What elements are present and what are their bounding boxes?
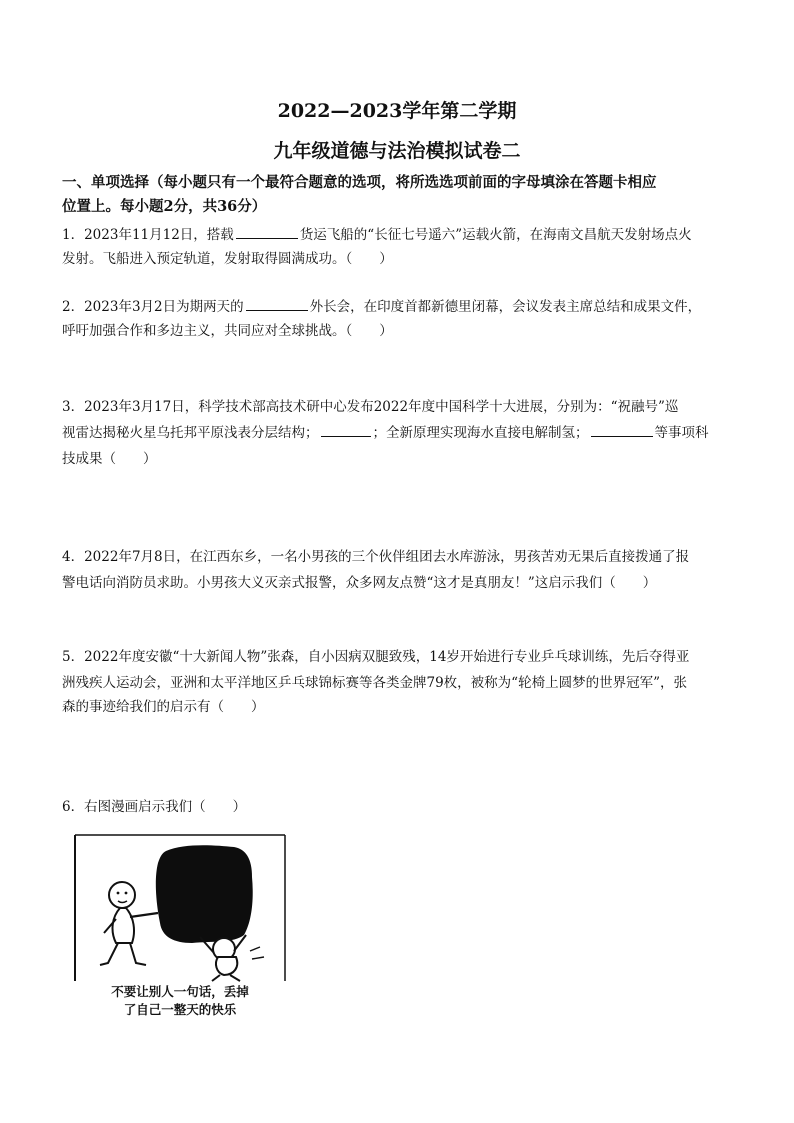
q3-stem-line-3: 技成果（ ） (62, 451, 157, 467)
q3-stem-part-a: 视雷达揭秘火星乌托邦平原浅表分层结构； (62, 425, 319, 441)
left-figure-eye (117, 892, 120, 895)
left-figure-body (113, 908, 134, 943)
left-figure-leg (100, 943, 118, 965)
left-figure-head (109, 882, 135, 908)
q3-blank-1 (321, 424, 371, 437)
q3-stem-part-c: 等事项科 (654, 425, 709, 441)
q1-stem-line-2: 发射。飞船进入预定轨道，发射取得圆满成功。（ ） (62, 251, 393, 267)
right-figure-leg (212, 975, 220, 981)
q3-stem-line-2 (62, 424, 742, 442)
q5-stem-line-1: 5．2022年度安徽“十大新闻人物”张森，自小因病双腿致残，14岁开始进行专业乒乓球训练，先后夺得亚 (62, 649, 690, 665)
right-figure-body (216, 957, 237, 975)
q5-stem-line-2: 洲残疾人运动会，亚洲和太平洋地区乒乓球锦标赛等各类金牌79枚，被称为“轮椅上圆梦的世界冠军”，张 (62, 675, 687, 691)
q1-blank (236, 226, 298, 239)
q1-stem-line-1 (62, 226, 742, 244)
section-heading-line-2: 位置上。每小题2分，共36分） (62, 198, 267, 215)
comic-caption-line-2: 了自己一整天的快乐 (123, 1002, 237, 1017)
left-figure-pointing-arm (130, 913, 158, 917)
exam-title: 九年级道德与法治模拟试卷二 (273, 140, 521, 162)
exam-term-title: 2022—2023学年第二学期 (277, 100, 517, 122)
q2-stem-line-2: 呼吁加强合作和多边主义，共同应对全球挑战。（ ） (62, 323, 393, 339)
section-heading-line-1: 一、单项选择（每小题只有一个最符合题意的选项，将所选选项前面的字母填涂在答题卡相应 (62, 174, 657, 191)
dark-speech-blob (156, 845, 253, 943)
q3-blank-2 (591, 424, 653, 437)
q2-stem-post: 外长会，在印度首都新德里闭幕，会议发表主席总结和成果文件， (309, 299, 702, 315)
q6-stem-line-1: 6．右图漫画启示我们（ ） (62, 799, 247, 815)
comic-caption-line-1: 不要让别人一句话，丢掉 (111, 984, 249, 999)
q4-stem-line-2: 警电话向消防员求助。小男孩大义灭亲式报警，众多网友点赞“这才是真朋友！”这启示我们（ ） (62, 575, 657, 591)
left-figure-eye-2 (125, 892, 128, 895)
q4-stem-line-1: 4．2022年7月8日，在江西东乡，一名小男孩的三个伙伴组团去水库游泳，男孩苦劝无果后直接拨通了报 (62, 549, 690, 565)
q2-blank (246, 298, 308, 311)
q1-stem-post: 货运飞船的“长征七号遥六”运载火箭，在海南文昌航天发射场点火 (299, 227, 692, 243)
q3-stem-part-b: ；全新原理实现海水直接电解制氢； (372, 425, 589, 441)
q2-stem-pre: 2．2023年3月2日为期两天的 (62, 299, 244, 315)
q5-stem-line-3: 森的事迹给我们的启示有（ ） (62, 699, 265, 715)
left-figure-leg-2 (130, 943, 146, 965)
q6-comic (74, 833, 286, 1023)
q2-stem-line-1 (62, 298, 742, 316)
q3-stem-line-1: 3．2023年3月17日，科学技术部高技术研中心发布2022年度中国科学十大进展，分别为：“祝融号”巡 (62, 399, 679, 415)
motion-lines (250, 947, 264, 959)
comic-illustration (74, 833, 286, 983)
q1-stem-pre: 1．2023年11月12日，搭载 (62, 227, 234, 243)
right-figure-leg-2 (230, 975, 240, 981)
